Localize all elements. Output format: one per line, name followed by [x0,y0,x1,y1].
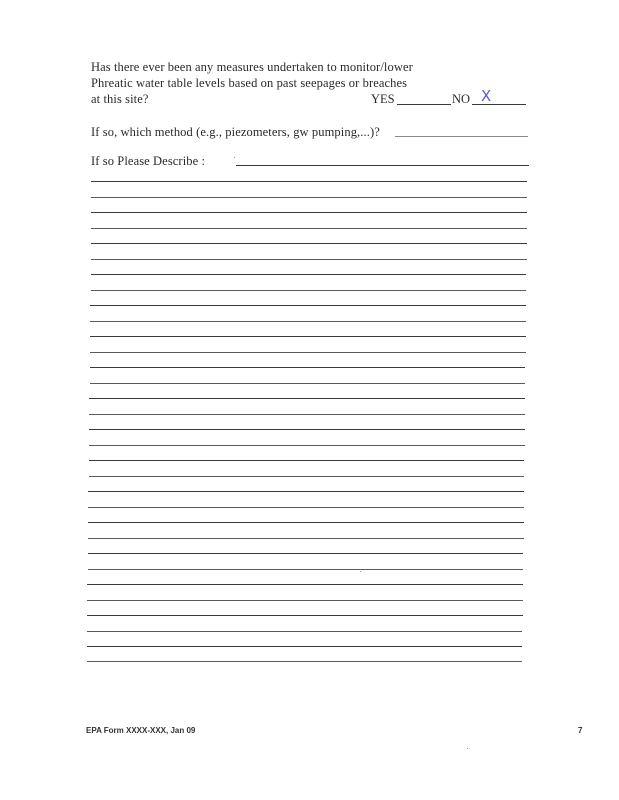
ruled-line [88,569,523,570]
ruled-line [90,367,525,368]
question1-line1: Has there ever been any measures undertaken to monitor/lower [91,60,413,74]
ruled-line [91,259,527,260]
ruled-line [91,228,527,229]
footer-form-id: EPA Form XXXX-XXX, Jan 09 [86,726,196,735]
ruled-line [88,507,524,508]
no-label: NO [452,92,471,106]
ruled-line [89,429,525,430]
scan-speck [467,748,468,749]
question1-line2: Phreatic water table levels based on past seepages or breaches [91,76,408,90]
ruled-line [87,615,523,616]
ruled-line [87,646,522,647]
ruled-line [89,460,524,461]
yes-label: YES [371,92,395,106]
ruled-line [87,661,522,662]
ruled-line [91,181,527,182]
ruled-line [89,445,525,446]
question2-text: If so, which method (e.g., piezometers, gw pumping,...)? [91,125,380,139]
ruled-line [90,352,526,353]
ruled-line [91,197,527,198]
scan-speck [234,157,235,158]
ruled-line [88,553,523,554]
ruled-line [90,336,526,337]
scan-speck [360,571,361,572]
question1-line3: at this site? [91,92,149,106]
ruled-line [87,631,522,632]
ruled-line [88,491,524,492]
question2-answer-line[interactable] [395,136,528,137]
ruled-line [89,398,525,399]
ruled-line [87,600,523,601]
footer-page-number: 7 [578,726,583,735]
ruled-line [89,414,525,415]
ruled-line [91,243,527,244]
ruled-line [90,305,526,306]
ruled-line [87,584,523,585]
ruled-line [89,476,524,477]
describe-first-line[interactable] [236,165,529,166]
ruled-line [91,212,527,213]
no-answer-mark: X [481,87,492,105]
ruled-line [90,321,526,322]
ruled-line [88,538,524,539]
ruled-line [91,290,526,291]
describe-label: If so Please Describe : [91,154,206,168]
ruled-line [90,383,525,384]
ruled-line [88,522,524,523]
yes-answer-line[interactable] [397,104,451,105]
ruled-line [91,274,526,275]
